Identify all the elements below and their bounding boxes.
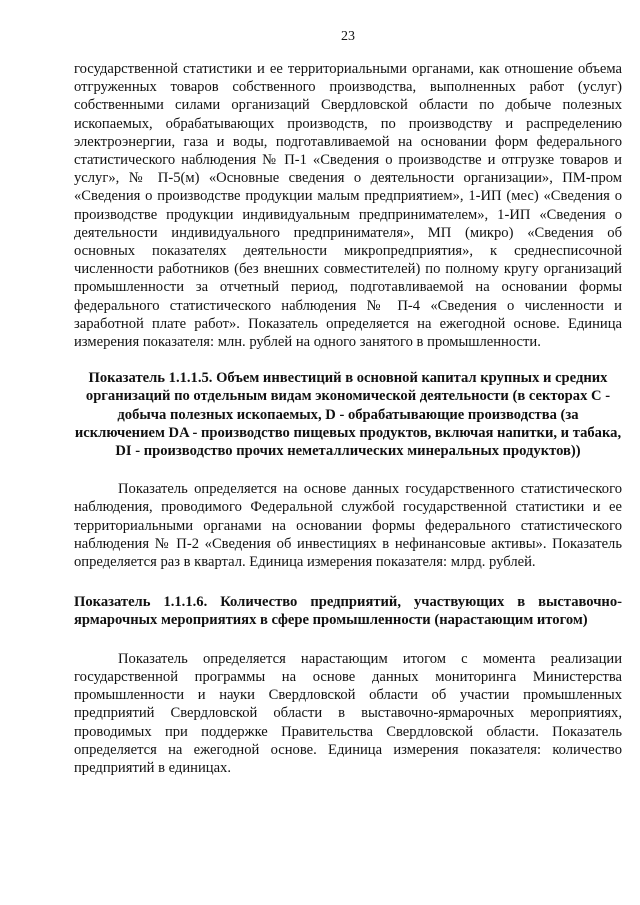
document-page (74, 28, 622, 777)
spacer (74, 351, 622, 369)
spacer (74, 571, 622, 593)
section-heading-1-1-1-5: Показатель 1.1.1.5. Объем инвестиций в основной капитал крупных и средних организаций по отдельным видам экономической деятельности (в секторах С - добыча полезных ископаемых, D - обрабатывающие производства (за исключением DA - производство пищевых продуктов, включая напитки, и табака, DI - производство прочих неметаллических минеральных продуктов)) (74, 370, 622, 460)
paragraph-continuation: государственной статистики и ее территориальными органами, как отношение объема отгруженных товаров собственного производства, выполненных работ (услуг) собственными силами организаций Свердловской области по добыче полезных ископаемых, обрабатывающих производств, по производству и распределению электроэнергии, газа и воды, подготавливаемой на основании форм федерального статистического наблюдения № П-1 «Сведения о производстве и отгрузке товаров и услуг», № П-5(м) «Основные сведения о деятельности организации», ПМ-пром «Сведения о производстве продукции малым предприятием», 1-ИП (мес) «Сведения о производстве продукции индивидуальным предпринимателем», 1-ИП «Сведения о деятельности индивидуального предпринимателя», МП (микро) «Сведения об основных показателях деятельности микропредприятия», к среднесписочной численности работников (без внешних совместителей) по полному кругу организаций промышленности за отчетный период, подготавливаемой на основании формы федерального статистического наблюдения № П-4 «Сведения о численности и заработной плате работ». Показатель определяется на ежегодной основе. Единица измерения показателя: млн. рублей на одного занятого в промышленности. (74, 61, 622, 351)
paragraph-indicator-1-1-1-6: Показатель определяется нарастающим итогом с момента реализации государственной программы на основе данных мониторинга Министерства промышленности и науки Свердловской области об участии промышленных предприятий Свердловской области в выставочно-ярмарочных мероприятиях, проводимых при поддержке Правительства Свердловской области. Показатель определяется на ежегодной основе. Единица измерения показателя: количество предприятий в единицах. (74, 650, 622, 776)
spacer (74, 460, 622, 480)
spacer (74, 630, 622, 650)
page-number: 23 (341, 29, 355, 44)
section-heading-1-1-1-6: Показатель 1.1.1.6. Количество предприятий, участвующих в выставочно-ярмарочных мероприятиях в сфере промышленности (нарастающим итогом) (74, 594, 622, 629)
paragraph-indicator-1-1-1-5: Показатель определяется на основе данных государственного статистического наблюдения, проводимого Федеральной службой государственной статистики и ее территориальными органами на основании формы федерального статистического наблюдения № П-2 «Сведения об инвестициях в нефинансовые активы». Показатель определяется раз в квартал. Единица измерения показателя: млрд. рублей. (74, 481, 622, 571)
